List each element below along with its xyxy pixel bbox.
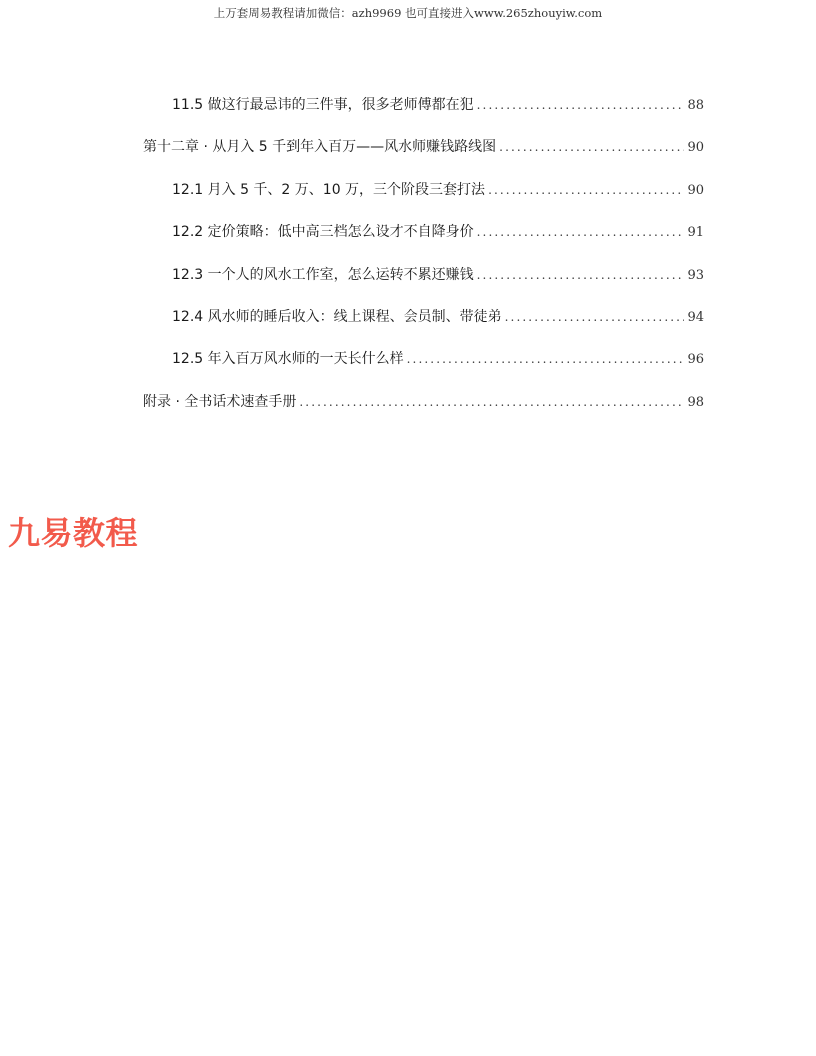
watermark-logo: 九易教程 [8, 514, 139, 552]
toc-entry-title: 12.3 一个人的风水工作室，怎么运转不累还赚钱 [172, 266, 474, 283]
toc-dot-leader [499, 137, 684, 157]
toc-page-number: 98 [687, 394, 704, 410]
toc-entry[interactable] [143, 180, 704, 222]
toc-page-number: 88 [687, 98, 704, 113]
toc-dot-leader [505, 307, 685, 327]
toc-page-number: 91 [687, 225, 704, 241]
toc-entry-title: 12.5 年入百万风水师的一天长什么样 [172, 351, 404, 368]
toc-entry[interactable] [143, 137, 704, 179]
toc-dot-leader [407, 349, 685, 369]
toc-page-number: 90 [687, 140, 704, 156]
toc-entry[interactable] [143, 307, 704, 349]
toc-dot-leader [477, 265, 685, 285]
toc-entry-title: 附录 · 全书话术速查手册 [143, 393, 297, 410]
toc-entry[interactable] [143, 349, 704, 391]
toc-page-number: 96 [687, 352, 704, 368]
toc-dot-leader [299, 392, 684, 412]
toc-entry-title: 12.4 风水师的睡后收入：线上课程、会员制、带徒弟 [172, 308, 502, 325]
toc-entry-title: 第十二章 · 从月入 5 千到年入百万——风水师赚钱路线图 [143, 139, 497, 156]
toc-entry[interactable] [143, 392, 704, 434]
toc-entry-title: 12.2 定价策略：低中高三档怎么设才不自降身价 [172, 224, 474, 241]
toc-entry-title: 11.5 做这行最忌讳的三件事，很多老师傅都在犯 [172, 97, 474, 113]
toc-dot-leader [488, 180, 684, 200]
toc-dot-leader [477, 95, 685, 115]
toc-entry-title: 12.1 月入 5 千、2 万、10 万，三个阶段三套打法 [172, 181, 486, 198]
table-of-contents [143, 95, 704, 434]
toc-entry[interactable] [143, 95, 704, 137]
toc-entry[interactable] [143, 265, 704, 307]
toc-page-number: 94 [687, 309, 704, 325]
toc-page-number: 90 [687, 182, 704, 198]
toc-page-number: 93 [687, 267, 704, 283]
toc-entry[interactable] [143, 222, 704, 264]
header-note: 上万套周易教程请加微信：azh9969 也可直接进入www.265zhouyiw.com [213, 6, 603, 20]
toc-dot-leader [477, 222, 685, 242]
